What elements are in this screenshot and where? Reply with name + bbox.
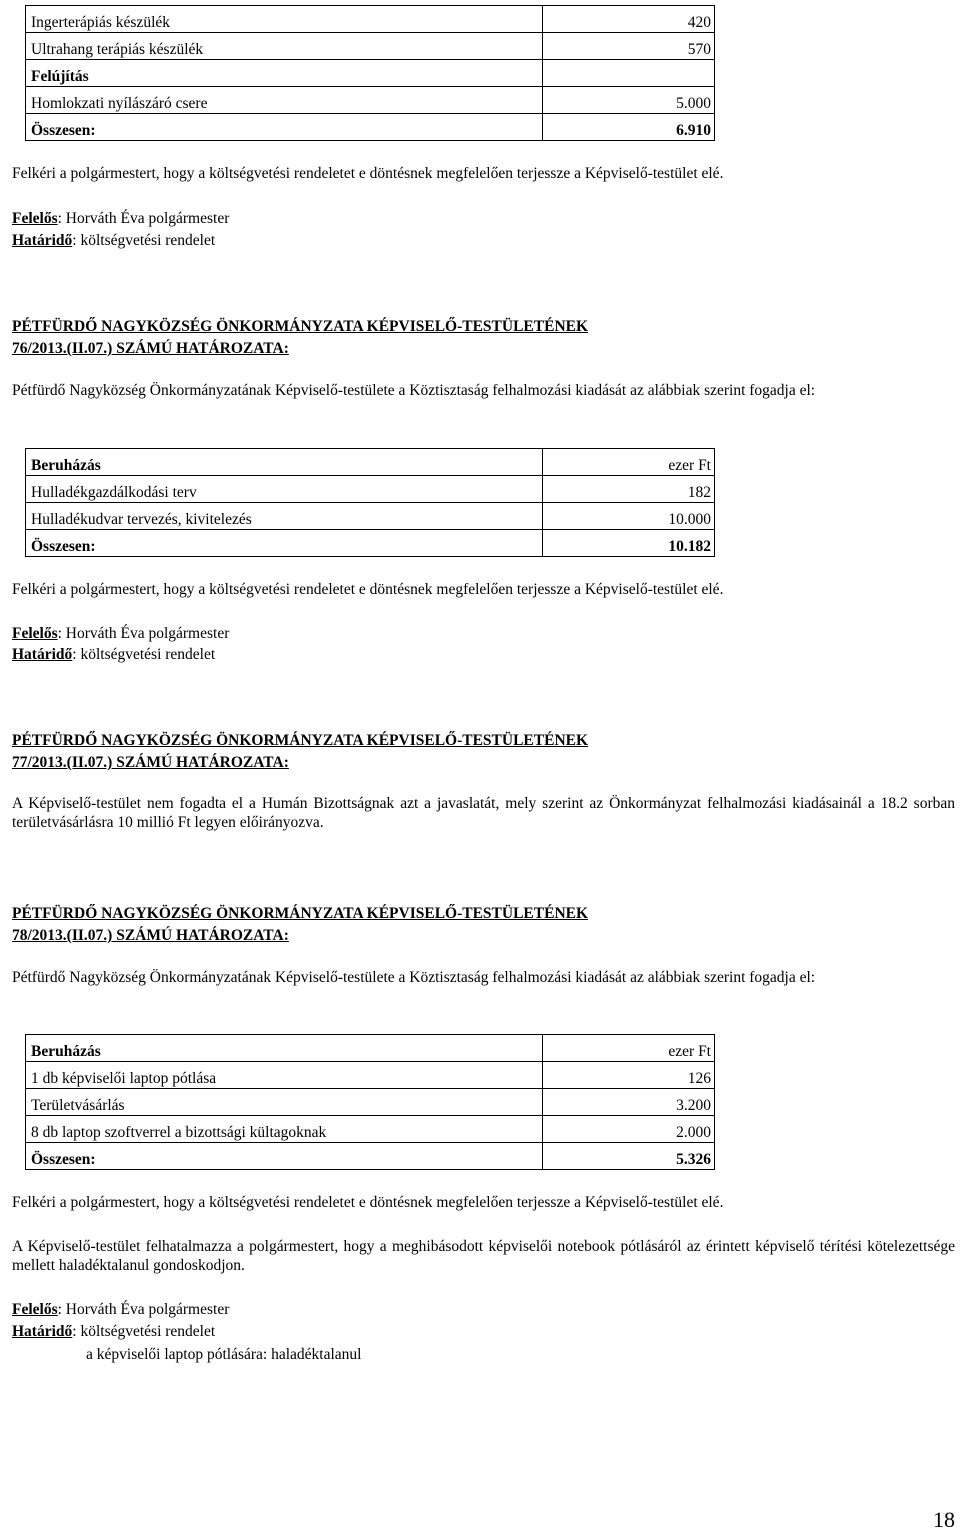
deadline-value: : költségvetési rendelet [72,1323,216,1340]
deadline-line [12,1322,215,1341]
page-number: 18 [933,1507,955,1532]
budget-table-78 [25,1034,715,1170]
budget-table-76 [25,448,715,557]
deadline-line [12,231,215,250]
row-value: 570 [543,33,715,60]
row-label: Összesen: [26,114,543,141]
request-paragraph: Felkéri a polgármestert, hogy a költségvetési rendeletet e döntésnek megfelelően terjessze a Képviselő-testület elé. [12,1194,724,1211]
decision-78-text: Pétfürdő Nagyközség Önkormányzatának Képviselő-testülete a Köztisztaság felhalmozási kiadását az alábbiak szerint fogadja el: [12,969,816,986]
council-heading: PÉTFÜRDŐ NAGYKÖZSÉG ÖNKORMÁNYZATA KÉPVISELŐ-TESTÜLETÉNEK [12,732,589,749]
responsible-label: Felelős [12,210,58,227]
responsible-value: : Horváth Éva polgármester [57,1301,230,1318]
table-header-label: Beruházás [26,1035,543,1062]
row-label: Ingerterápiás készülék [26,6,543,33]
table-row [26,6,715,33]
decision-number: 78/2013.(II.07.) SZÁMÚ HATÁROZATA: [12,927,289,944]
responsible-label: Felelős [12,625,58,642]
row-label: Felújítás [26,60,543,87]
decision-number: 76/2013.(II.07.) SZÁMÚ HATÁROZATA: [12,340,289,357]
table-row [26,1089,715,1116]
row-label: Homlokzati nyílászáró csere [26,87,543,114]
row-value: 182 [543,476,715,503]
decision-76-text: Pétfürdő Nagyközség Önkormányzatának Képviselő-testülete a Köztisztaság felhalmozási kiadását az alábbiak szerint fogadja el: [12,382,816,399]
row-label: Hulladékgazdálkodási terv [26,476,543,503]
deadline-line [12,645,215,664]
table-total-value: 10.182 [543,530,715,557]
deadline-value: : költségvetési rendelet [72,646,216,663]
budget-table-continuation [25,5,715,141]
responsible-line [12,624,229,643]
table-total-label: Összesen: [26,1143,543,1170]
deadline-label: Határidő [12,232,73,249]
responsible-line [12,209,229,228]
table-header-unit: ezer Ft [543,449,715,476]
row-value: 6.910 [543,114,715,141]
table-row [26,1116,715,1143]
table-row [26,60,715,87]
responsible-line [12,1300,229,1319]
table-header-label: Beruházás [26,449,543,476]
table-row [26,114,715,141]
row-label: 8 db laptop szoftverrel a bizottsági kültagoknak [26,1116,543,1143]
row-label: Ultrahang terápiás készülék [26,33,543,60]
row-value: 126 [543,1062,715,1089]
council-heading: PÉTFÜRDŐ NAGYKÖZSÉG ÖNKORMÁNYZATA KÉPVISELŐ-TESTÜLETÉNEK [12,318,589,335]
decision-77-heading [12,730,912,774]
row-value [543,60,715,87]
extra-deadline: a képviselői laptop pótlására: haladéktalanul [86,1346,362,1363]
table-total-label: Összesen: [26,530,543,557]
deadline-label: Határidő [12,646,73,663]
row-label: 1 db képviselői laptop pótlása [26,1062,543,1089]
responsible-value: : Horváth Éva polgármester [57,210,230,227]
council-heading: PÉTFÜRDŐ NAGYKÖZSÉG ÖNKORMÁNYZATA KÉPVISELŐ-TESTÜLETÉNEK [12,905,589,922]
row-value: 5.000 [543,87,715,114]
deadline-label: Határidő [12,1323,73,1340]
responsible-value: : Horváth Éva polgármester [57,625,230,642]
request-paragraph: Felkéri a polgármestert, hogy a költségvetési rendeletet e döntésnek megfelelően terjessze a Képviselő-testület elé. [12,581,724,598]
row-value: 3.200 [543,1089,715,1116]
row-value: 10.000 [543,503,715,530]
decision-number: 77/2013.(II.07.) SZÁMÚ HATÁROZATA: [12,754,289,771]
decision-77-text: A Képviselő-testület nem fogadta el a Humán Bizottságnak azt a javaslatát, mely szerint az Önkormányzat felhalmozási kiadásainál a 18.2 sorban területvásárlásra 10 millió Ft legyen előirányozva. [12,795,955,831]
table-row [26,33,715,60]
table-total-value: 5.326 [543,1143,715,1170]
row-value: 420 [543,6,715,33]
table-row [26,1062,715,1089]
row-label: Területvásárlás [26,1089,543,1116]
deadline-value: : költségvetési rendelet [72,232,216,249]
row-label: Hulladékudvar tervezés, kivitelezés [26,503,543,530]
table-row [26,476,715,503]
decision-78-heading [12,903,912,947]
row-value: 2.000 [543,1116,715,1143]
responsible-label: Felelős [12,1301,58,1318]
table-row [26,503,715,530]
table-row [26,87,715,114]
decision-76-heading [12,316,912,360]
table-header-unit: ezer Ft [543,1035,715,1062]
authorization-paragraph: A Képviselő-testület felhatalmazza a polgármestert, hogy a meghibásodott képviselői notebook pótlásáról az érintett képviselő térítési kötelezettsége mellett haladéktalanul gondoskodjon. [12,1238,955,1274]
request-paragraph: Felkéri a polgármestert, hogy a költségvetési rendeletet e döntésnek megfelelően terjessze a Képviselő-testület elé. [12,165,724,182]
